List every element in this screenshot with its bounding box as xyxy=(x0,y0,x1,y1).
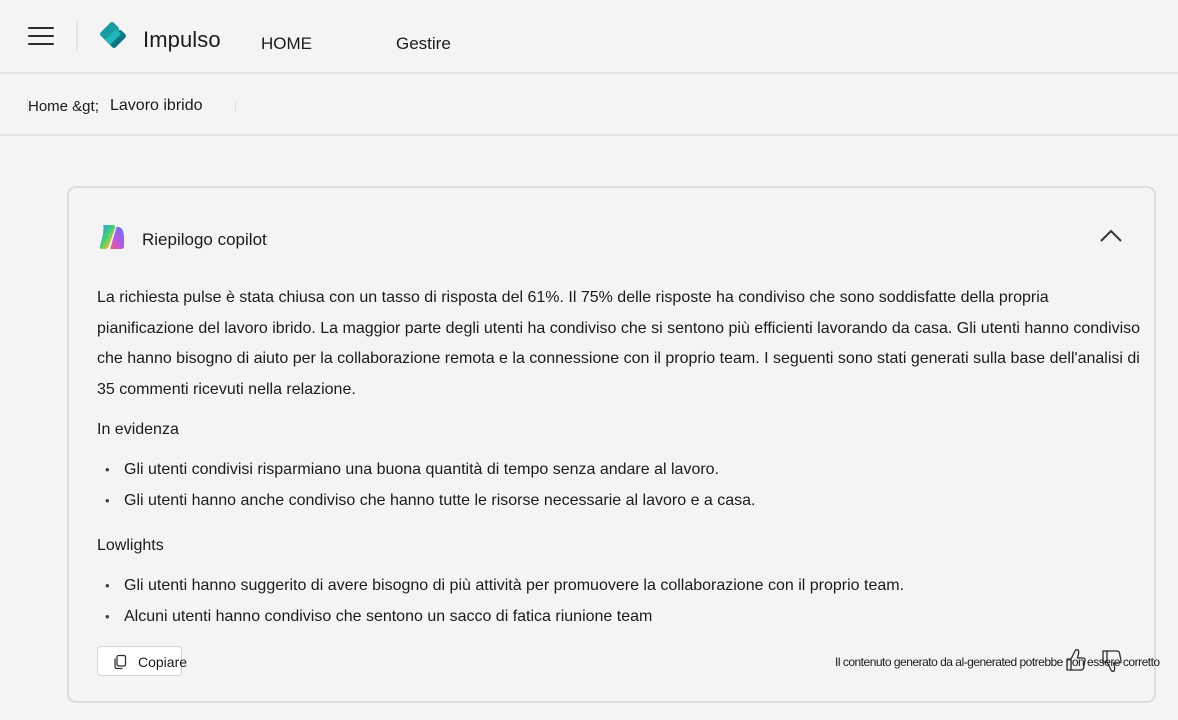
list-item: • Gli utenti condivisi risparmiano una buona quantità di tempo senza andare al lavoro. xyxy=(105,455,756,486)
breadcrumb-current: Lavoro ibrido xyxy=(110,97,203,114)
thumbs-down-icon[interactable] xyxy=(1100,648,1124,674)
card-title: Riepilogo copilot xyxy=(142,230,267,249)
hamburger-icon-line xyxy=(28,43,54,45)
app-title: Impulso xyxy=(143,27,221,52)
impulso-logo-icon xyxy=(96,20,128,52)
nav-manage[interactable]: Gestire xyxy=(396,34,451,53)
header-divider xyxy=(76,20,78,50)
copy-label: Copiare xyxy=(138,654,188,670)
breadcrumb-divider xyxy=(235,100,236,112)
summary-text: La richiesta pulse è stata chiusa con un tasso di risposta del 61%. Il 75% delle risposte ha condiviso che sono soddisfatte della propria pianificazione del lavoro ibrido. La maggior parte degli utenti ha condiviso che si sentono più efficienti lavorando da casa. Gli utenti hanno condiviso che hanno bisogno di aiuto per la collaborazione remota e la connessione con il proprio team. I seguenti sono stati generati sulla base dell'analisi di 35 commenti ricevuti nella relazione. xyxy=(97,289,1141,398)
nav-home[interactable]: HOME xyxy=(261,34,312,53)
copy-icon xyxy=(112,654,128,670)
highlights-list xyxy=(105,455,756,516)
list-item: • Gli utenti hanno anche condiviso che hanno tutte le risorse necessarie al lavoro e a casa. xyxy=(105,486,756,517)
thumbs-up-icon[interactable] xyxy=(1064,647,1088,673)
copilot-icon xyxy=(97,222,127,252)
copy-button[interactable] xyxy=(97,646,188,676)
hamburger-icon xyxy=(28,27,54,29)
ai-disclaimer: Il contenuto generato da al-generated potrebbe non essere corretto xyxy=(835,655,1160,669)
list-item: • Gli utenti hanno suggerito di avere bisogno di più attività per promuovere la collaborazione con il proprio team. xyxy=(105,571,904,602)
lowlights-heading: Lowlights xyxy=(97,537,164,554)
breadcrumb-home-link[interactable]: Home &gt; xyxy=(28,98,99,115)
hamburger-icon-line xyxy=(28,35,54,37)
chevron-up-icon[interactable] xyxy=(1098,224,1124,248)
list-item: • Alcuni utenti hanno condiviso che sentono un sacco di fatica riunione team xyxy=(105,602,904,633)
hamburger-menu-button[interactable] xyxy=(28,25,54,47)
lowlights-list xyxy=(105,571,904,632)
highlights-heading: In evidenza xyxy=(97,421,179,438)
